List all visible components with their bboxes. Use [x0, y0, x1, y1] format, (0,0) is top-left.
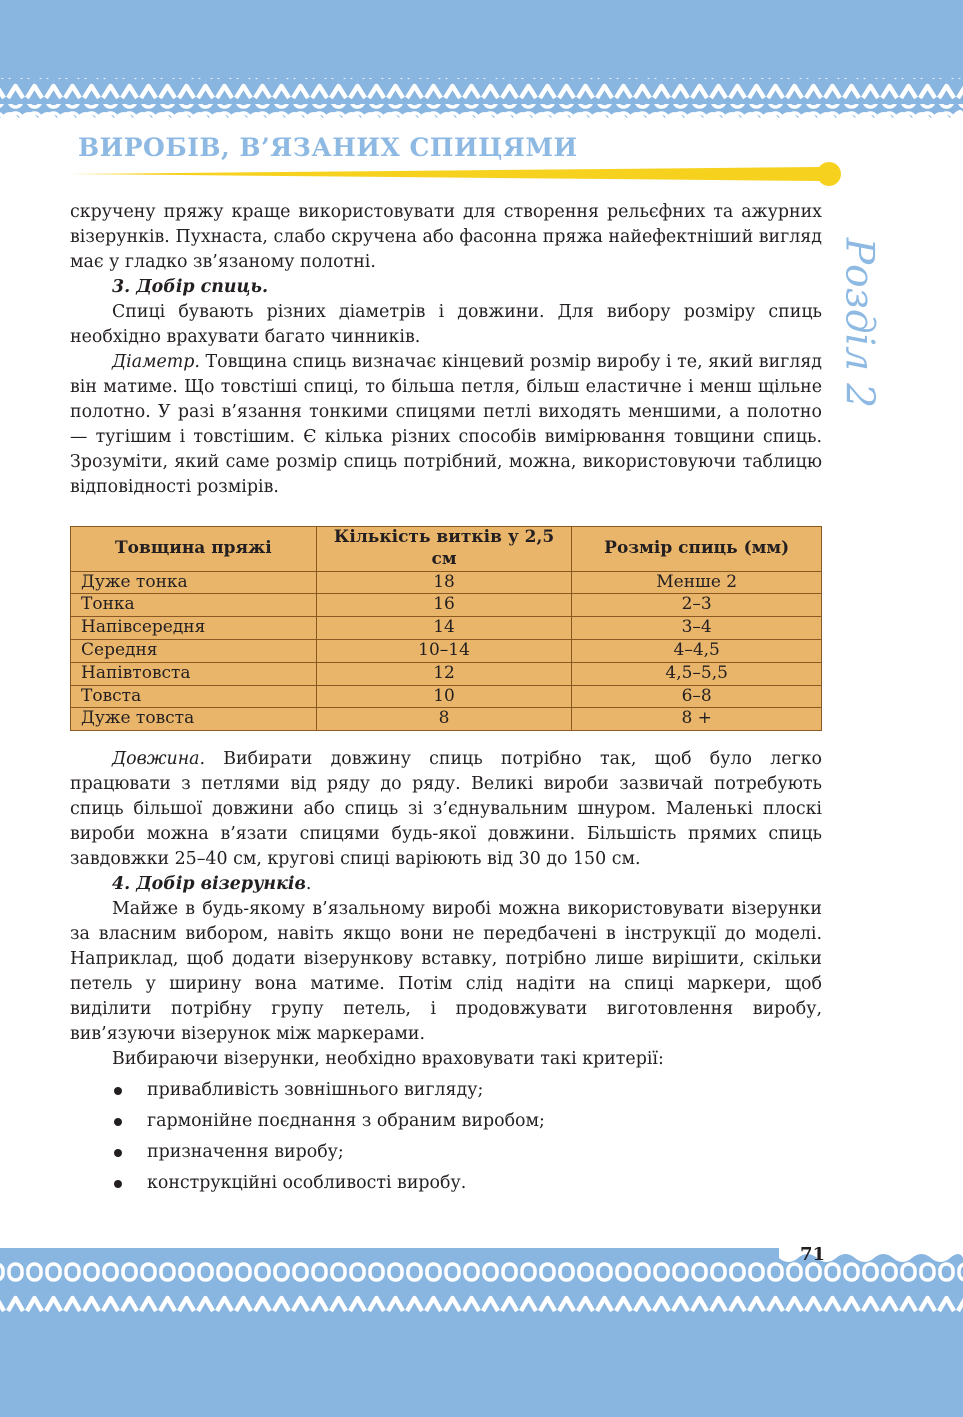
section-3-paragraph: Спиці бувають різних діаметрів і довжини. Для вибору розміру спиць необхідно врахувати багато чинників. — [70, 302, 822, 347]
table-cell-wraps: 14 — [316, 617, 572, 640]
diameter-text: Товщина спиць визначає кінцевий розмір виробу і те, який вигляд він матиме. Що товстіші спиці, то більша петля, більш еластичне і менш щільне полотно. У разі в’язання тонкими спицями петлі виходять меншими, а полотно — тугішим і товстішим. Є кілька різних способів вимірювання товщини спиць. Зрозуміти, який саме розмір спиць потрібний, можна, використовуючи таблицю відповідності розмірів. — [70, 352, 822, 497]
table-cell-yarn: Дуже тонка — [71, 571, 317, 594]
bullet-icon — [114, 1149, 122, 1157]
table-cell-yarn: Напівсередня — [71, 617, 317, 640]
section-header-title: ВИРОБІВ, В’ЯЗАНИХ СПИЦЯМИ — [78, 133, 578, 162]
bottom-decorative-band — [0, 1248, 963, 1417]
chapter-side-label-box — [819, 238, 899, 408]
section-4-heading-dot: . — [305, 874, 312, 895]
table-cell-yarn: Тонка — [71, 594, 317, 617]
table-cell-size: 8 + — [572, 708, 822, 731]
table-cell-yarn: Напівтовста — [71, 662, 317, 685]
page-content — [70, 200, 822, 1199]
bullet-icon — [114, 1180, 122, 1188]
table-cell-wraps: 10 — [316, 685, 572, 708]
table-cell-wraps: 12 — [316, 662, 572, 685]
list-item-text: привабливість зовнішнього вигляду; — [147, 1080, 484, 1101]
table-row — [71, 708, 822, 731]
table-cell-wraps: 8 — [316, 708, 572, 731]
knit-pattern-bottom — [0, 1248, 963, 1417]
list-item — [70, 1075, 822, 1106]
table-cell-size: Менше 2 — [572, 571, 822, 594]
table-header-wraps: Кількість витків у 2,5 см — [316, 527, 572, 572]
chapter-side-label: Розділ 2 — [836, 237, 882, 409]
top-decorative-band — [0, 0, 963, 132]
criteria-intro: Вибираючи візерунки, необхідно враховувати такі критерії: — [112, 1049, 664, 1070]
needle-size-table — [70, 526, 822, 731]
section-3-heading — [70, 275, 822, 300]
table-cell-wraps: 18 — [316, 571, 572, 594]
table-header-yarn: Товщина пряжі — [71, 527, 317, 572]
table-row — [71, 685, 822, 708]
table-row — [71, 617, 822, 640]
list-item-text: призначення виробу; — [147, 1142, 344, 1163]
table-cell-size: 6–8 — [572, 685, 822, 708]
bullet-icon — [114, 1118, 122, 1126]
table-cell-wraps: 16 — [316, 594, 572, 617]
diameter-paragraph — [70, 350, 822, 500]
list-item — [70, 1137, 822, 1168]
length-text: Вибирати довжину спиць потрібно так, щоб було легко працювати з петлями від ряду до ряду. Великі вироби зазвичай потребують спиць більшої довжини або спиць зі з’єднувальним шнуром. Маленькі плоскі вироби можна в’язати спицями будь-якої довжини. Більшість прямих спиць завдовжки 25–40 см, кругові спиці варіюють від 30 до 150 см. — [70, 749, 822, 870]
page-number: 71 — [800, 1244, 826, 1265]
table-cell-wraps: 10–14 — [316, 639, 572, 662]
length-paragraph — [70, 747, 822, 872]
table-cell-size: 4,5–5,5 — [572, 662, 822, 685]
table-header-row — [71, 527, 822, 572]
section-4-paragraph: Майже в будь-якому в’язальному виробі можна використовувати візерунки за власним вибором, навіть якщо вони не передбачені в інструкції до моделі. Наприклад, щоб додати візерункову вставку, потрібно лише вирішити, скільки петель у ширину вона матиме. Потім слід надіти на спиці маркери, щоб виділити потрібну групу петель, і продовжувати виготовлення виробу, вив’язуючи візерунок між маркерами. — [70, 899, 822, 1045]
section-4-heading — [70, 872, 822, 897]
knitting-needle-decoration — [70, 158, 845, 188]
list-item — [70, 1168, 822, 1199]
table-header-needle-size: Розмір спиць (мм) — [572, 527, 822, 572]
length-term: Довжина. — [112, 749, 206, 770]
list-item-text: конструкційні особливості виробу. — [147, 1173, 467, 1194]
table-cell-yarn: Товста — [71, 685, 317, 708]
table-row — [71, 594, 822, 617]
table-cell-size: 3–4 — [572, 617, 822, 640]
table-row — [71, 571, 822, 594]
table-cell-yarn: Середня — [71, 639, 317, 662]
bullet-icon — [114, 1087, 122, 1095]
criteria-list — [70, 1075, 822, 1199]
diameter-term: Діаметр. — [112, 352, 200, 372]
section-4-heading-text: 4. Добір візерунків — [112, 874, 306, 895]
list-item-text: гармонійне поєднання з обраним виробом; — [147, 1111, 545, 1132]
section-3-heading-text: 3. Добір спиць. — [112, 277, 269, 297]
list-item — [70, 1106, 822, 1137]
table-row — [71, 662, 822, 685]
table-row — [71, 639, 822, 662]
table-cell-size: 4–4,5 — [572, 639, 822, 662]
table-cell-size: 2–3 — [572, 594, 822, 617]
table-cell-yarn: Дуже товста — [71, 708, 317, 731]
intro-paragraph: скручену пряжу краще використовувати для створення рельєфних та ажурних візерунків. Пухнаста, слабо скручена або фасонна пряжа найефектніший вигляд має у гладко зв’язаному полотні. — [70, 202, 822, 272]
knit-pattern-top — [0, 0, 963, 132]
